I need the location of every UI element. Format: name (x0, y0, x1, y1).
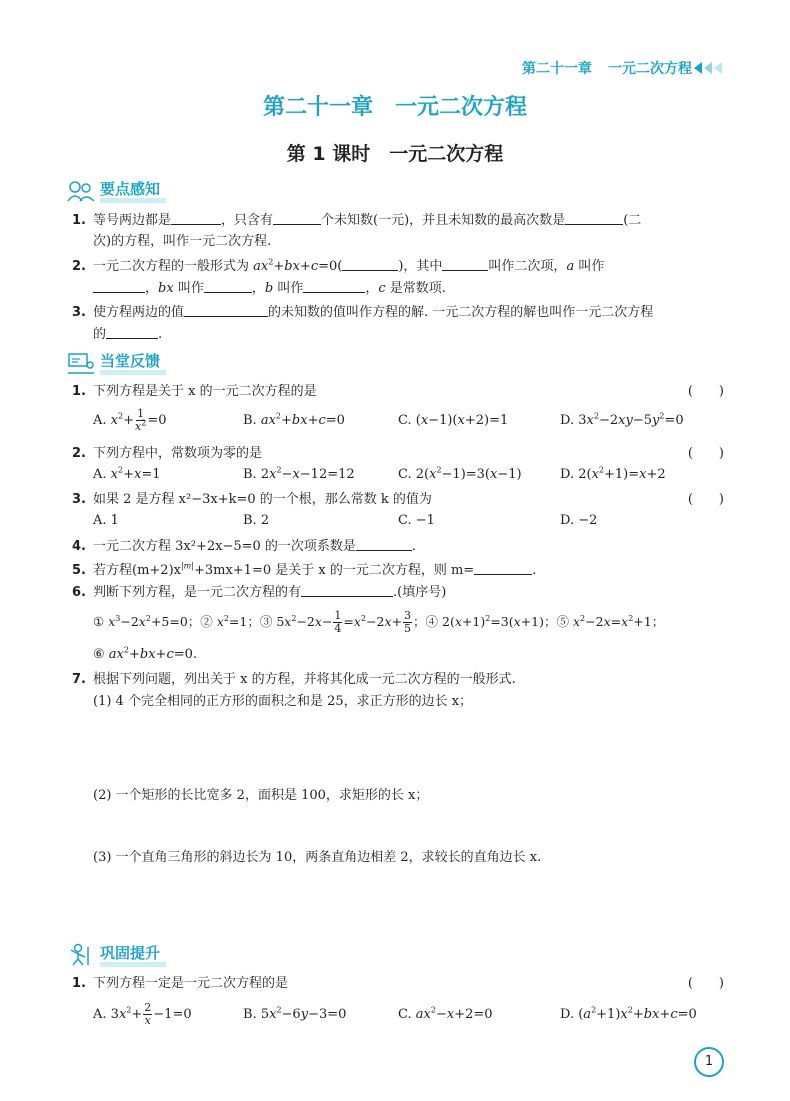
question-7-part-3: (3) 一个直角三角形的斜边长为 10，两条直角边相差 2，求较长的直角边长 x. (93, 850, 542, 865)
consolidate-question-1-options: A. $3x^2+$ $\frac{2}{x}$ −1=0 B. $5x^2-6y-3=0$ C. $ax^2-x+2=0$ D. $(a^2+1)x^2+bx+c=0$ (93, 1001, 697, 1027)
section-key-points (66, 178, 166, 204)
students-icon (66, 179, 96, 203)
answer-paren: ( ) (687, 446, 724, 461)
section-label: 当堂反馈 (100, 352, 166, 375)
lesson-title: 第 1 课时 一元二次方程 (286, 143, 504, 165)
question-5: 5. 若方程$(m+2)x^{|m|}+3mx+1=0$ 是关于 x 的一元二次方程，则 m= . (72, 561, 537, 578)
consolidate-question-1: 1. 下列方程一定是一元二次方程的是 ( ) (72, 974, 724, 994)
section-label: 要点感知 (100, 180, 166, 203)
question-7-part-2: (2) 一个矩形的长比宽多 2，面积是 100，求矩形的长 x； (93, 788, 429, 803)
answer-paren: ( ) (687, 492, 724, 507)
answer-paren: ( ) (687, 384, 724, 399)
question-2: 2. 下列方程中，常数项为零的是 ( ) (72, 444, 724, 464)
question-6: 6. 判断下列方程，是一元二次方程的有 .(填序号) (72, 582, 724, 603)
running-header (522, 58, 722, 78)
key-point-3-cont: 的 . (93, 324, 745, 345)
section-in-class (66, 350, 166, 376)
question-1: 1. 下列方程是关于 x 的一元二次方程的是 ( ) (72, 382, 724, 402)
key-point-3: 3. 使方程两边的值 的未知数的值叫作方程的解. 一元二次方程的解也叫作一元二次方程 (72, 302, 724, 323)
answer-paren: ( ) (687, 976, 724, 991)
chapter-title: 第二十一章 一元二次方程 (262, 95, 527, 120)
classroom-icon (66, 351, 96, 375)
running-topic: 一元二次方程 (608, 61, 692, 77)
question-6-equations: ① $x^3-2x^2+5=0$；② $x^2=1$；③ $5x^2-2x-$ $\frac{1}{4}$ $=x^2-2x+$ $\frac{3}{5}$ ；④ $2(x+1)^2=3(x+1)$；⑤ $x^2-2x=x^2+1$； (93, 609, 665, 635)
key-point-2: 2. 一元二次方程的一般形式为 $ax^2+bx+c=0$( )，其中 叫作二次项，a 叫作 (72, 257, 605, 274)
key-point-2-cont: ，bx 叫作 ，b 叫作 ，c 是常数项. (93, 278, 745, 299)
triangle-icon (694, 62, 702, 74)
page-number: 1 (694, 1047, 724, 1077)
question-7: 7. 根据下列问题，列出关于 x 的方程，并将其化成一元二次方程的一般形式. (72, 672, 516, 687)
climbing-figure-icon (66, 943, 96, 967)
question-4: 4. 一元二次方程 3x²+2x−5=0 的一次项系数是 . (72, 536, 724, 557)
question-3-options: A. 1 B. 2 C. −1 D. −2 (93, 513, 598, 528)
question-1-options: A. $x^2+$ $\frac{1}{x^2}$ =0 B. $ax^2+bx+c=0$ C. (x−1)(x+2)=1 D. $3x^2-2xy-5y^2=0$ (93, 407, 684, 433)
key-point-1-cont: 次)的方程，叫作一元二次方程. (93, 234, 272, 249)
section-consolidate (66, 942, 166, 968)
question-3: 3. 如果 2 是方程 x²−3x+k=0 的一个根，那么常数 k 的值为 ( ) (72, 490, 724, 510)
section-label: 巩固提升 (100, 944, 166, 967)
key-point-1: 1. 等号两边都是 ，只含有 个未知数(一元)，并且未知数的最高次数是 (二 (72, 210, 724, 231)
triangle-icon (714, 62, 722, 74)
question-6-equations-cont: ⑥ $ax^2+bx+c=0$. (93, 645, 198, 662)
running-chapter: 第二十一章 (522, 61, 592, 77)
question-7-part-1: (1) 4 个完全相同的正方形的面积之和是 25，求正方形的边长 x； (93, 694, 473, 709)
question-2-options: A. $x^2+x=1$ B. $2x^2-x-12=12$ C. $2(x^2-1)=3(x-1)$ D. $2(x^2+1)=x+2$ (93, 465, 666, 482)
triangle-icon (704, 62, 712, 74)
